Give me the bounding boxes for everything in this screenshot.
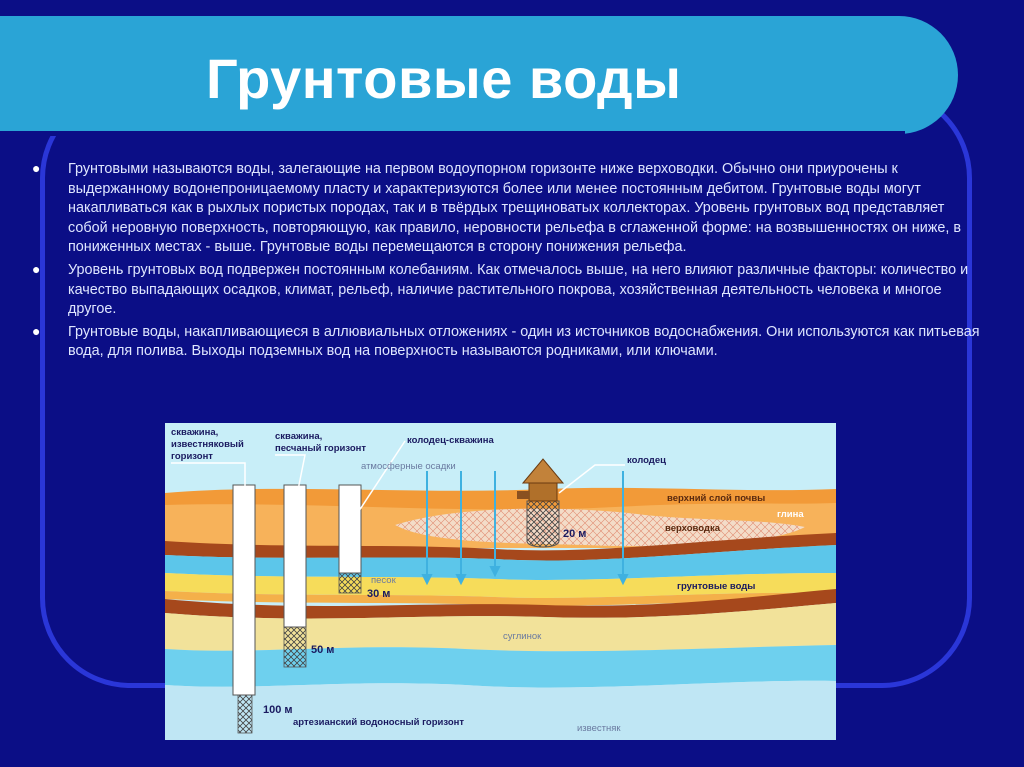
label-well-sand-1: скважина, [275,431,323,442]
bullet-icon: ● [32,160,41,176]
depth-label-50: 50 м [311,644,335,656]
label-loam: суглинок [503,631,542,642]
page-title: Грунтовые воды [206,47,682,110]
label-sand: песок [371,575,396,586]
label-perched-water: верховодка [665,523,720,534]
groundwater-diagram [165,423,836,740]
label-topsoil: верхний слой почвы [667,493,766,504]
label-precipitation: атмосферные осадки [361,461,456,472]
bullet-item-2 [30,261,980,320]
well-sand-deep [284,485,306,667]
bullet-icon: ● [32,322,41,339]
well-sand-shallow [339,485,361,593]
bullet-text: Уровень грунтовых вод подвержен постоянным колебаниям. Как отмечалось выше, на него влияют различные факторы: количество и качество выпадающих осадков, климат, рельеф, наличие растительного покрова, хозяйственная деятельность человека и многое другое. [68,261,969,318]
bullet-text: Грунтовые воды, накапливающиеся в аллювиальных отложениях - один из источников водоснабжения. Они используются как питьевая вода, для полива. Выходы подземных вод на поверхность называются родниками, или ключами. [68,323,980,360]
water-band [165,645,836,687]
depth-label-100: 100 м [263,704,293,716]
label-groundwater: грунтовые воды [677,581,756,592]
title-underline [0,131,905,136]
bullet-text: Грунтовыми называются воды, залегающие на первом водоупорном горизонте ниже верховодки. Обычно они приурочены к выдержанному водонепроницаемому пласту и характеризуются более или менее постоянным дебитом. Грунтовые воды могут накапливаться как в рыхлых пористых породах, так и в твёрдых трещиноватых коллекторах. Уровень грунтовых вод представляет собой неровную поверхность, повторяющую, как правило, неровности рельефа в сглаженной форме: на возвышенностях он ниже, в пониженных местах - выше. Грунтовые воды перемещаются в сторону понижения рельефа. [68,161,962,256]
label-well-limestone-1: скважина, [171,427,219,438]
well-house-icon [529,481,557,501]
bullet-icon: ● [32,260,41,277]
label-well: колодец [627,455,666,466]
label-well-sand-2: песчаный горизонт [275,443,367,454]
bullet-item-3 [30,323,980,362]
label-well-shaft: колодец-скважина [407,435,494,446]
label-well-limestone-3: горизонт [171,451,213,462]
label-limestone: известняк [577,723,621,734]
label-artesian: артезианский водоносный горизонт [293,717,465,728]
label-well-limestone-2: известняковый [171,439,244,450]
label-clay: глина [777,509,804,520]
text-body [30,160,980,365]
well-bucket-icon [517,491,529,499]
depth-label-20: 20 м [563,528,587,540]
depth-label-30: 30 м [367,588,391,600]
bullet-item-1 [30,160,980,258]
